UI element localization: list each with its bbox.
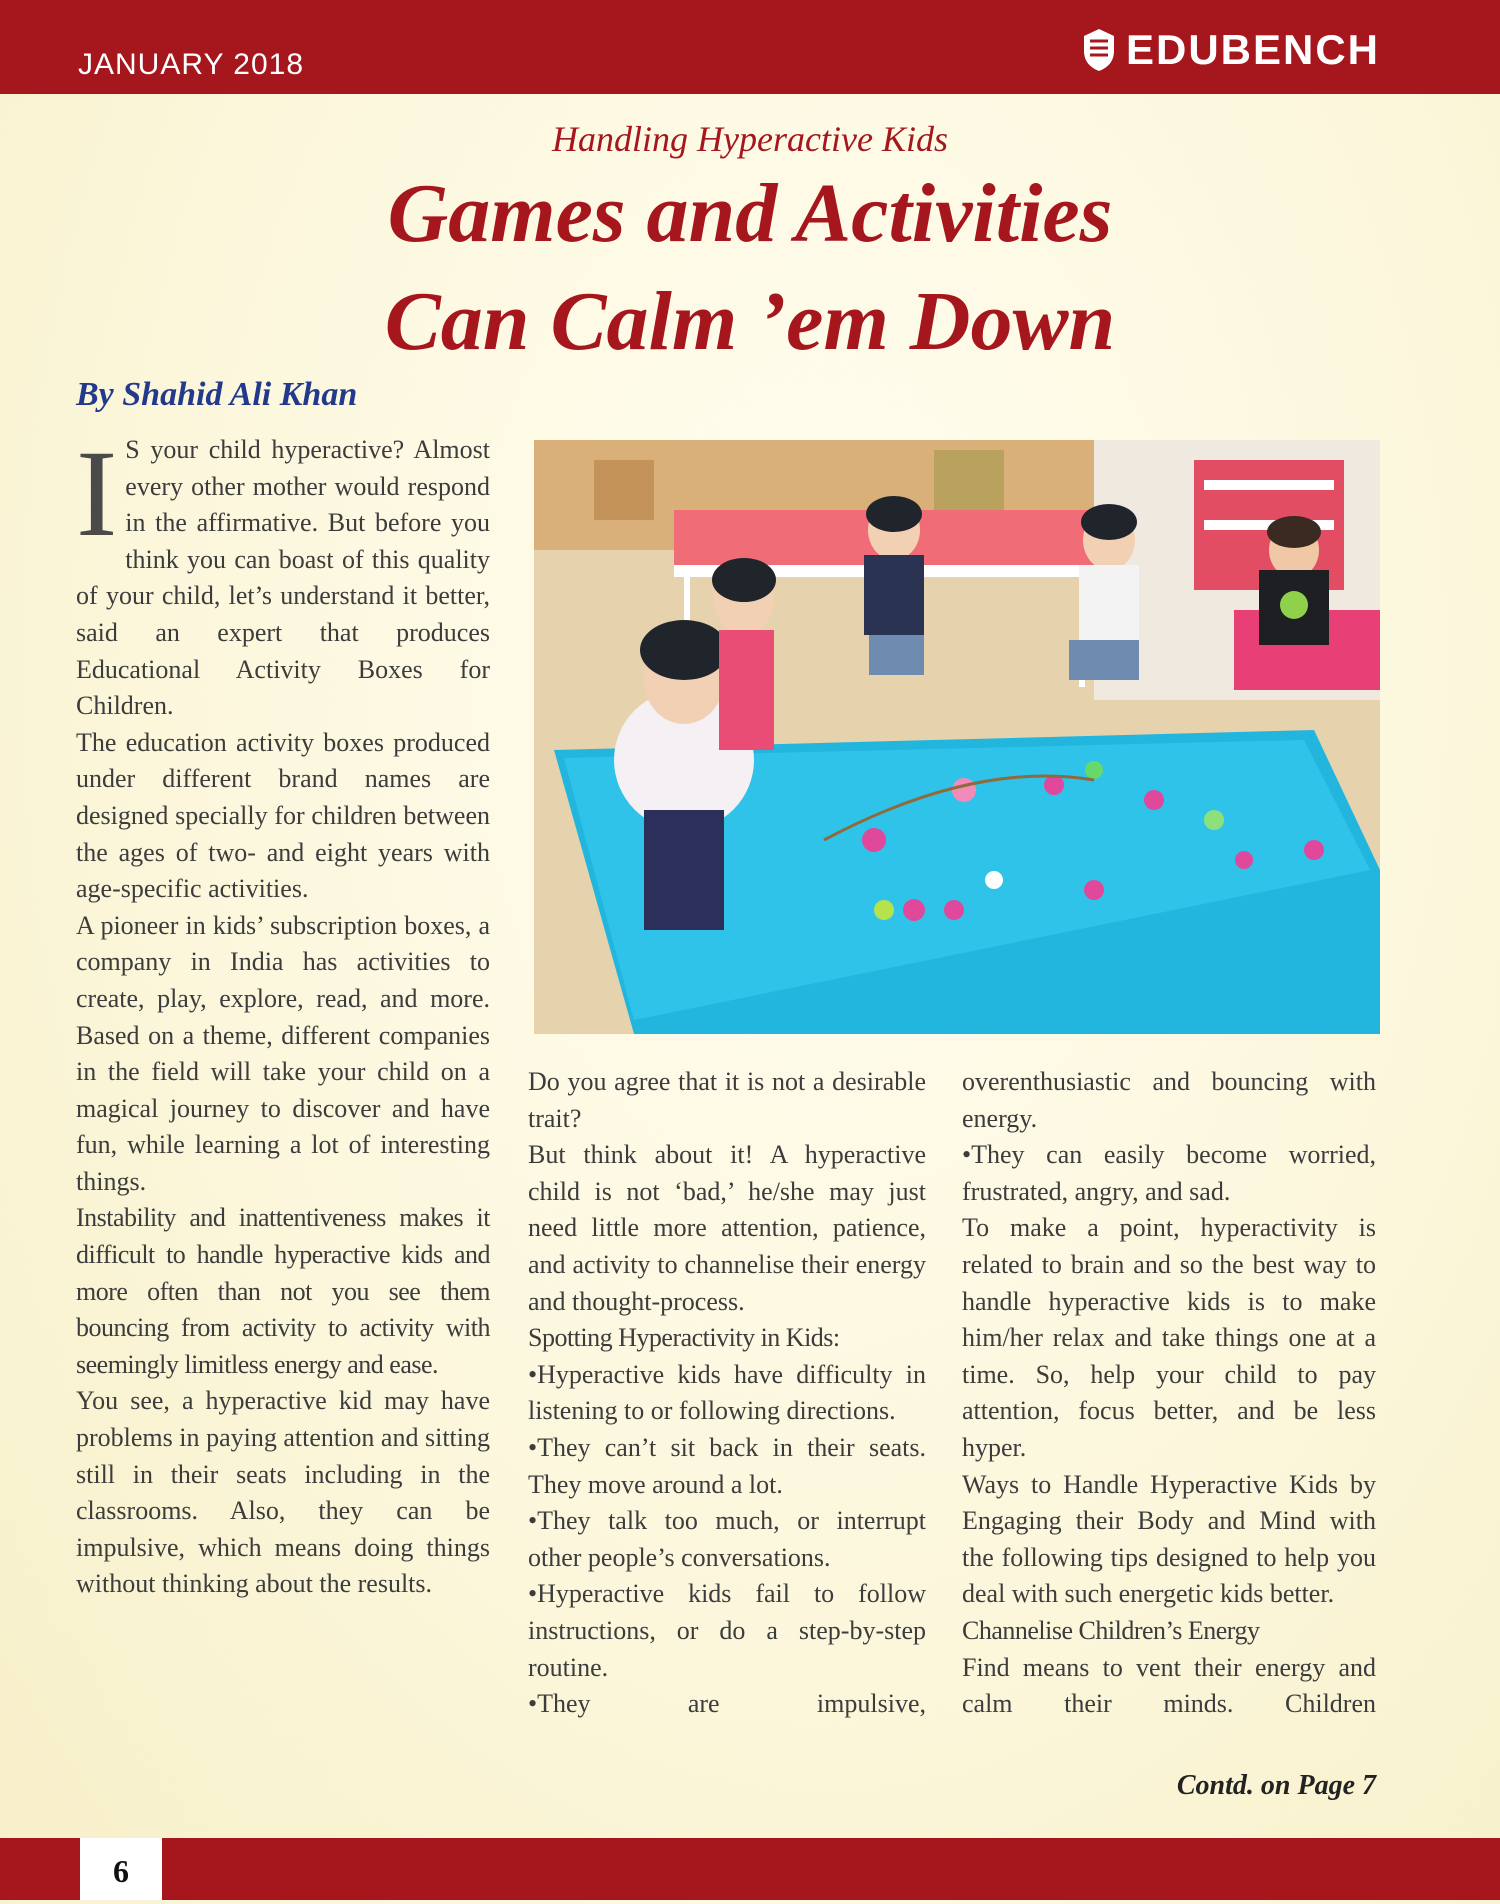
brand [1082,26,1380,74]
byline: By Shahid Ali Khan [76,376,358,413]
subheading: Spotting Hyperactivity in Kids: [528,1323,840,1353]
classroom-fishing-game-photo [534,440,1380,1034]
article-headline [0,160,1500,376]
bottom-bar [0,1838,1500,1900]
bullet-item: •They talk too much, or interrupt other people’s conversations. [528,1506,926,1572]
bullet-item: •Hyperactive kids have difficulty in listening to or following directions. [528,1359,926,1426]
column-1 [76,425,490,1603]
bullet-item: •They are impulsive, [528,1689,926,1719]
paragraph: Find means to vent their energy and calm their minds. Children [962,1652,1376,1719]
paragraph: Instability and inattentiveness makes it difficult to handle hyperactive kids and more often than not you see them bouncing from activity to activity with seemingly limitless energy and ease. [76,1203,490,1379]
paragraph: The education activity boxes produced under different brand names are designed specially for children between the ages of two- and eight years with age-specific activities. [76,727,490,904]
paragraph: overenthusiastic and bouncing with energy. [962,1067,1376,1133]
bullet-item: •Hyperactive kids fail to follow instructions, or do a step-by-step routine. [528,1579,926,1682]
paragraph: But think about it! A hyperactive child is not ‘bad,’ he/she may just need little more attention, patience, and activity to channelise their energy and thought-process. [528,1140,926,1316]
bullet-item: •They can easily become worried, frustrated, angry, and sad. [962,1140,1376,1206]
paragraph: To make a point, hyperactivity is related to brain and so the best way to handle hyperactive kids is to make him/her relax and take things one at a time. So, help your child to pay attention, focus better, and be less hyper. [962,1213,1376,1462]
paragraph [76,425,490,725]
issue-date: JANUARY 2018 [78,48,305,81]
column-3 [962,1064,1376,1723]
drop-cap: I [76,425,118,562]
paragraph-text: S your child hyperactive? Almost every other mother would respond in the affirmative. But before you think you can boast of this quality of your child, let’s understand it better, said an expert that produces Educational Activity Boxes for Children. [76,435,490,721]
article-kicker: Handling Hyperactive Kids [552,119,948,159]
page-number: 6 [80,1838,162,1900]
bullet-item: •They can’t sit back in their seats. They move around a lot. [528,1432,926,1499]
headline-line-2: Can Calm ’em Down [384,275,1116,368]
paragraph: Do you agree that it is not a desirable trait? [528,1067,926,1133]
paragraph: A pioneer in kids’ subscription boxes, a company in India has activities to create, play, explore, read, and more. Based on a theme, different companies in the field will take your child on a magical journey to discover and have fun, while learning a lot of interesting things. [76,910,490,1196]
paragraph: Ways to Handle Hyperactive Kids by Engaging their Body and Mind with the following tips designed to help you deal with such energetic kids better. [962,1469,1376,1609]
subheading: Channelise Children’s Energy [962,1615,1260,1645]
article-photo [534,440,1380,1034]
paragraph: You see, a hyperactive kid may have problems in paying attention and sitting still in their seats including in the classrooms. Also, they can be impulsive, which means doing things without thinking about the results. [76,1386,490,1599]
brand-name: EDUBENCH [1125,26,1380,73]
headline-line-1: Games and Activities [387,167,1113,260]
column-2 [528,1064,926,1723]
continued-link[interactable]: Contd. on Page 7 [1176,1770,1376,1801]
shield-crest-icon [1082,27,1116,73]
